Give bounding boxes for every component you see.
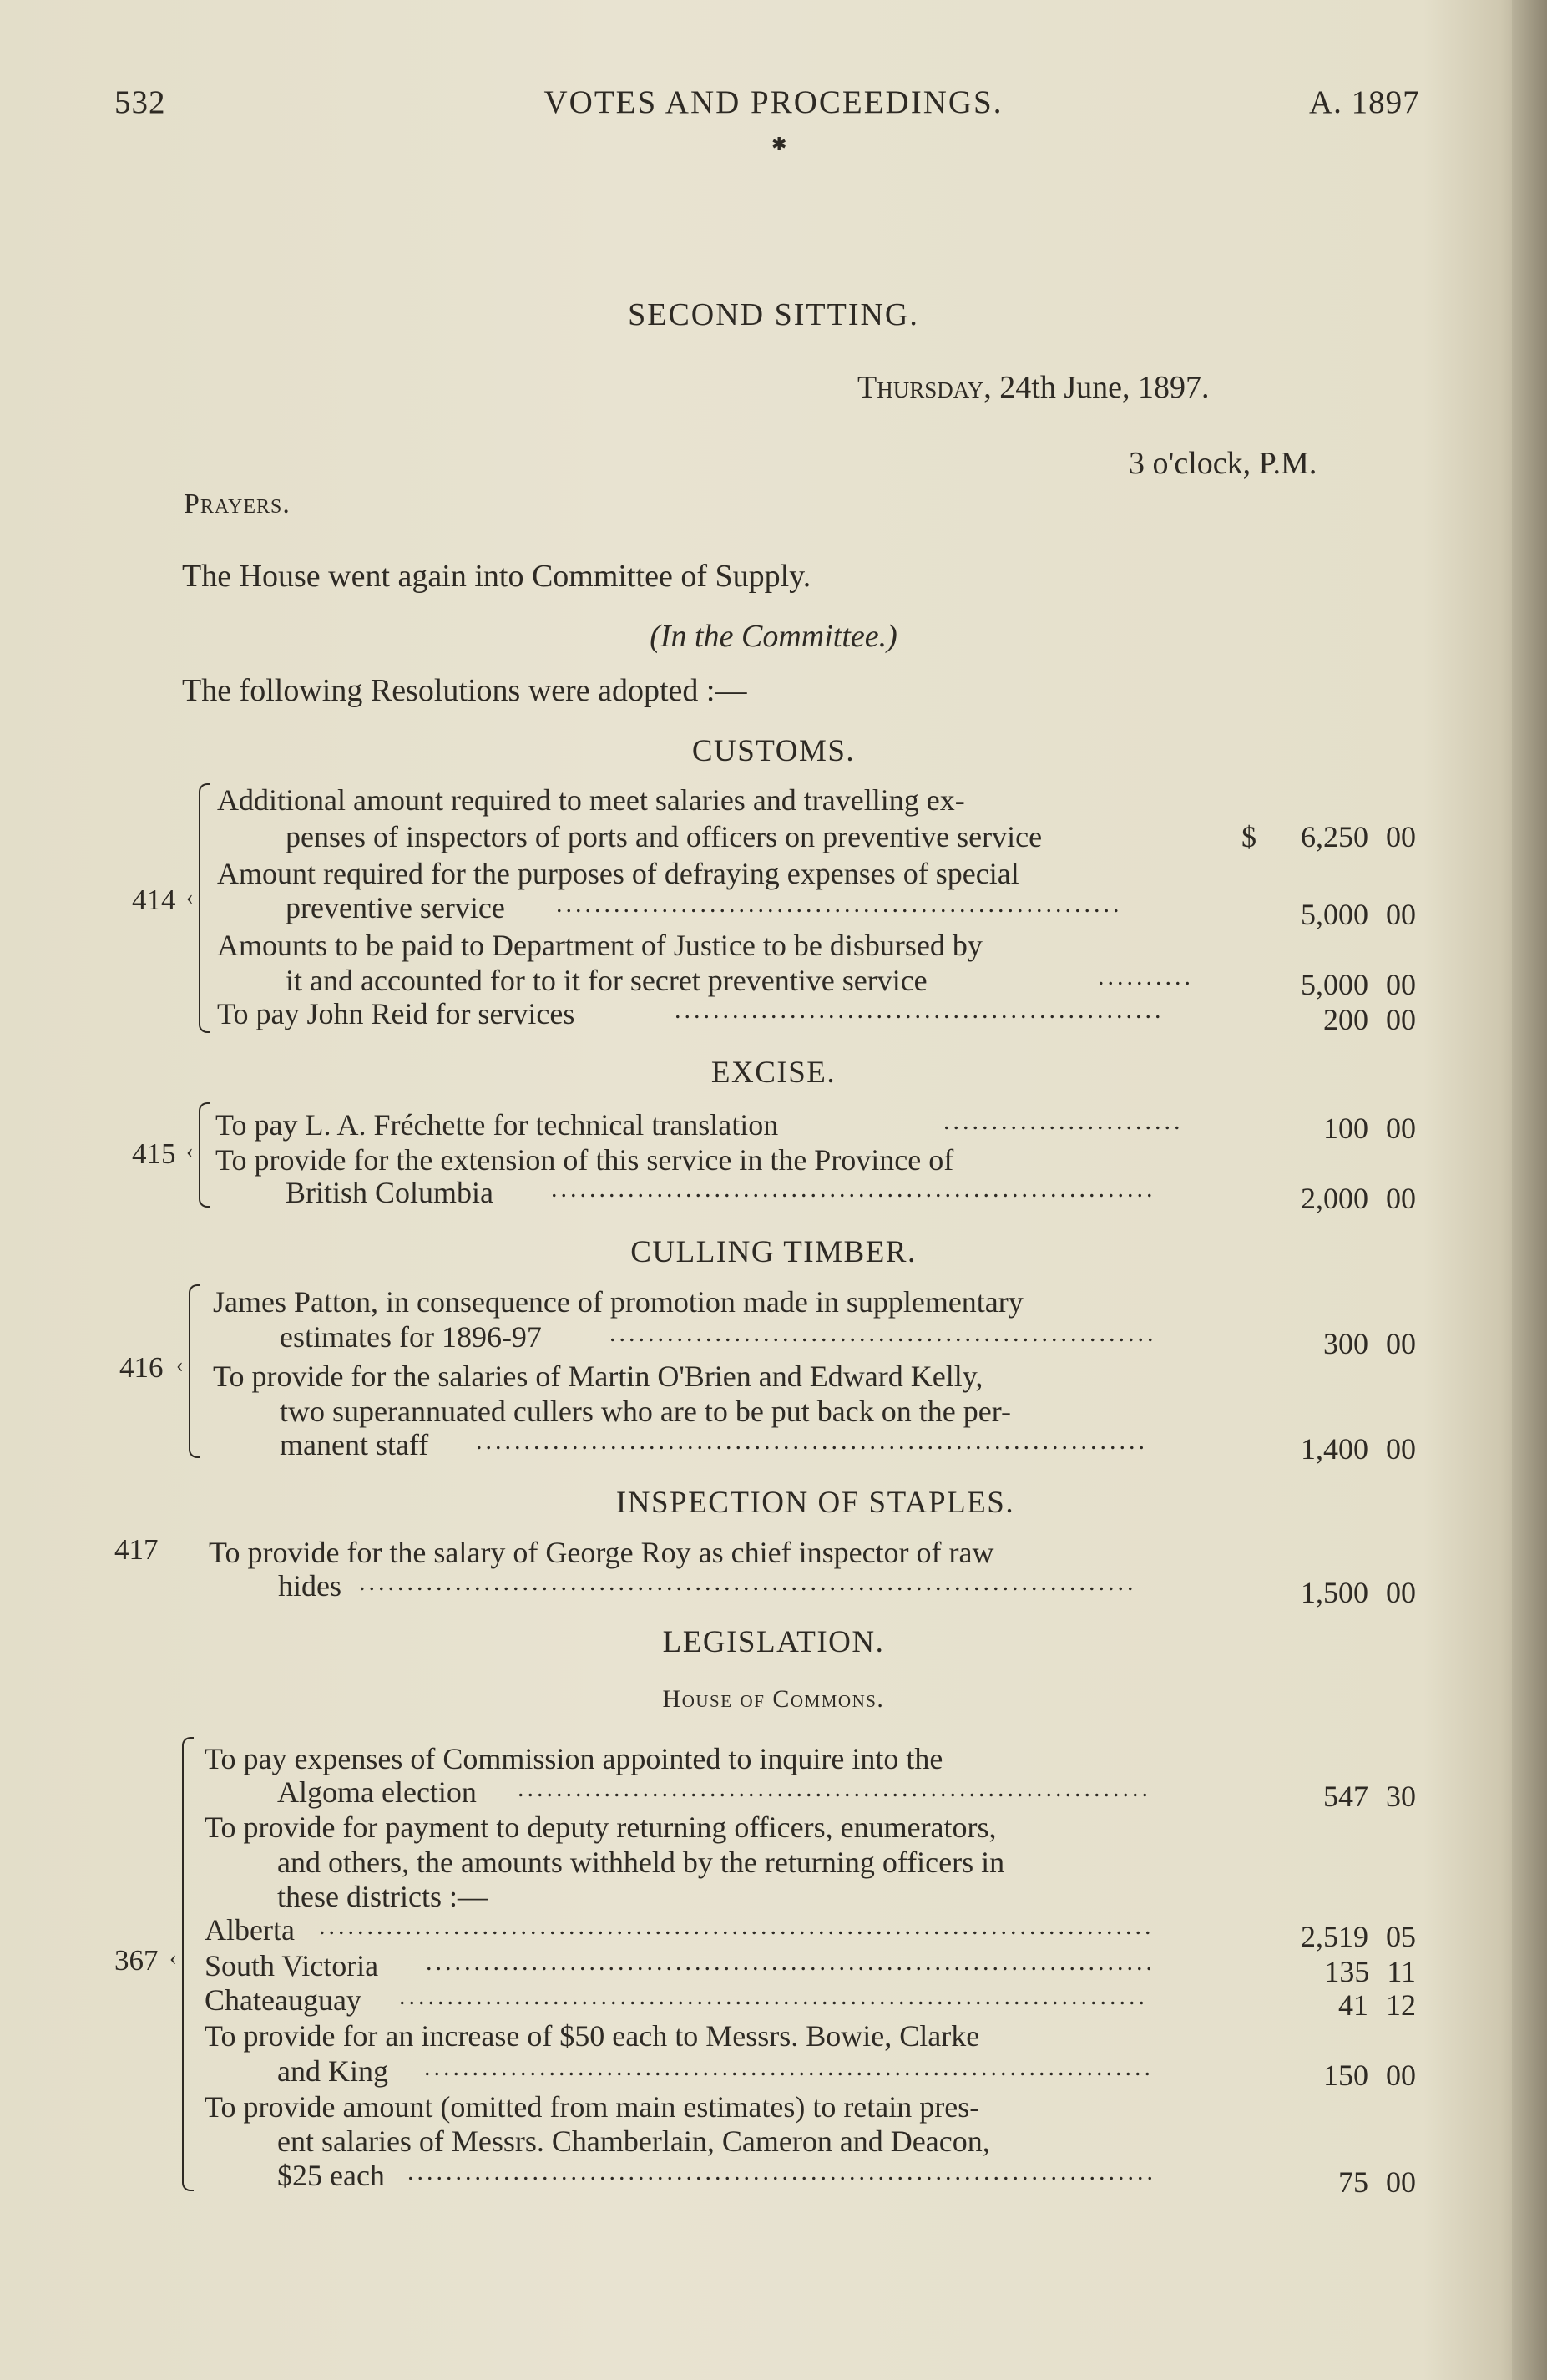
page-number: 532: [114, 84, 166, 120]
item-line: and King: [277, 2054, 388, 2088]
item-amount: 2,000 00: [1301, 1182, 1416, 1215]
leader-dots: ..............................................................................: [407, 2158, 1156, 2185]
item-line: To provide for payment to deputy returning officers, enumerators,: [205, 1810, 997, 1844]
vote-number: 417: [114, 1533, 159, 1566]
item-line: and others, the amounts withheld by the returning officers in: [277, 1846, 1005, 1879]
brace: [182, 1737, 194, 2191]
item-amount: 300 00: [1323, 1327, 1416, 1360]
item-line: these districts :—: [277, 1880, 488, 1913]
item-line: hides: [278, 1569, 341, 1603]
item-line: Chateauguay: [205, 1983, 361, 2017]
leader-dots: .........................: [943, 1107, 1184, 1135]
item-line: Amount required for the purposes of defraying expenses of special: [217, 857, 1019, 890]
item-line: To provide for the salaries of Martin O'Brien and Edward Kelly,: [213, 1360, 983, 1393]
item-line: To provide for the extension of this service in the Province of: [215, 1143, 954, 1177]
leader-dots: ...............................................................: [551, 1175, 1156, 1203]
section-culling-timber: CULLING TIMBER.: [630, 1235, 917, 1269]
item-amount: 6,250 00: [1301, 820, 1416, 853]
brace-point: ‹: [186, 1139, 194, 1163]
item-line: it and accounted for to it for secret preventive service: [286, 964, 928, 997]
section-excise: EXCISE.: [710, 1056, 837, 1090]
item-line: Amounts to be paid to Department of Justice to be disbursed by: [217, 929, 983, 962]
item-amount: 41 12: [1338, 1988, 1416, 2022]
ornament-star: ✱: [771, 134, 787, 154]
leader-dots: ...........................................................: [556, 890, 1123, 918]
brace: [199, 1102, 210, 1208]
item-line: To pay expenses of Commission appointed to inquire into the: [205, 1742, 943, 1775]
item-amount: 1,500 00: [1301, 1576, 1416, 1609]
item-line: Additional amount required to meet salaries and travelling ex-: [217, 783, 965, 817]
sitting-date-text: , 24th June, 1897.: [983, 370, 1210, 405]
item-line: ent salaries of Messrs. Chamberlain, Cameron and Deacon,: [277, 2124, 990, 2158]
item-line: To provide amount (omitted from main estimates) to retain pres-: [205, 2090, 980, 2124]
section-legislation: LEGISLATION.: [662, 1625, 885, 1659]
session-year: A. 1897: [1309, 84, 1420, 120]
item-amount: 135 11: [1324, 1955, 1416, 1988]
item-amount: 200 00: [1323, 1003, 1416, 1036]
section-customs: CUSTOMS.: [691, 734, 856, 768]
item-line: To pay L. A. Fréchette for technical translation: [215, 1108, 779, 1142]
item-line: estimates for 1896-97: [280, 1320, 542, 1354]
leader-dots: ............................................................................: [424, 2053, 1154, 2081]
brace-point: ‹: [169, 1946, 177, 1970]
sitting-heading: SECOND SITTING.: [628, 297, 919, 332]
leader-dots: ............................................................................: [426, 1948, 1155, 1976]
sitting-weekday: Thursday: [857, 370, 984, 405]
brace: [189, 1284, 200, 1458]
prayers-label: Prayers.: [184, 489, 291, 519]
leader-dots: ...................................................: [675, 996, 1165, 1024]
item-amount: 2,519 05: [1301, 1920, 1416, 1953]
subsection-house-of-commons: House of Commons.: [662, 1685, 885, 1713]
brace: [199, 783, 210, 1033]
item-line: James Patton, in consequence of promotion made in supplementary: [213, 1285, 1024, 1319]
item-amount: 5,000 00: [1301, 898, 1416, 931]
leader-dots: ..................................................................: [518, 1775, 1151, 1802]
item-amount: 75 00: [1338, 2165, 1416, 2199]
item-line: manent staff: [280, 1428, 429, 1461]
leader-dots: .........................................................: [609, 1319, 1157, 1347]
item-line: To pay John Reid for services: [217, 997, 575, 1030]
item-amount: 1,400 00: [1301, 1432, 1416, 1466]
leader-dots: ..............................................................................: [399, 1982, 1148, 2010]
item-amount: 150 00: [1323, 2058, 1416, 2092]
item-amount: 547 30: [1323, 1780, 1416, 1813]
item-line: Algoma election: [277, 1775, 477, 1809]
resolutions-intro: The following Resolutions were adopted :—: [182, 673, 747, 708]
leader-dots: .................................................................................: [359, 1568, 1137, 1596]
vote-number: 416: [119, 1351, 164, 1384]
page-edge-shadow: [1512, 0, 1547, 2380]
sitting-time: 3 o'clock, P.M.: [1129, 446, 1317, 481]
item-line: Alberta: [205, 1913, 295, 1947]
dollar-sign: $: [1241, 820, 1256, 853]
brace-point: ‹: [176, 1353, 184, 1377]
vote-number: 415: [132, 1137, 176, 1170]
vote-number: 367: [114, 1944, 159, 1977]
item-line: To provide for the salary of George Roy as chief inspector of raw: [209, 1536, 994, 1569]
brace-point: ‹: [186, 885, 194, 909]
item-amount: 5,000 00: [1301, 968, 1416, 1001]
item-line: preventive service: [286, 891, 505, 924]
leader-dots: .......................................................................................: [319, 1912, 1155, 1940]
item-amount: 100 00: [1323, 1112, 1416, 1145]
leader-dots: ..........: [1098, 963, 1194, 990]
committee-paragraph: The House went again into Committee of Supply.: [182, 559, 811, 594]
in-committee-note: (In the Committee.): [650, 619, 897, 654]
vote-number: 414: [132, 884, 176, 916]
running-title: VOTES AND PROCEEDINGS.: [543, 84, 1004, 120]
leader-dots: ......................................................................: [476, 1427, 1148, 1455]
item-line: British Columbia: [286, 1176, 494, 1209]
section-inspection-of-staples: INSPECTION OF STAPLES.: [615, 1486, 1015, 1520]
sitting-date: [857, 369, 1209, 406]
item-line: South Victoria: [205, 1949, 379, 1982]
item-line: $25 each: [277, 2159, 385, 2192]
item-line: To provide for an increase of $50 each to Messrs. Bowie, Clarke: [205, 2019, 980, 2053]
item-line: two superannuated cullers who are to be put back on the per-: [280, 1395, 1011, 1428]
item-line: penses of inspectors of ports and officers on preventive service: [286, 820, 1043, 853]
